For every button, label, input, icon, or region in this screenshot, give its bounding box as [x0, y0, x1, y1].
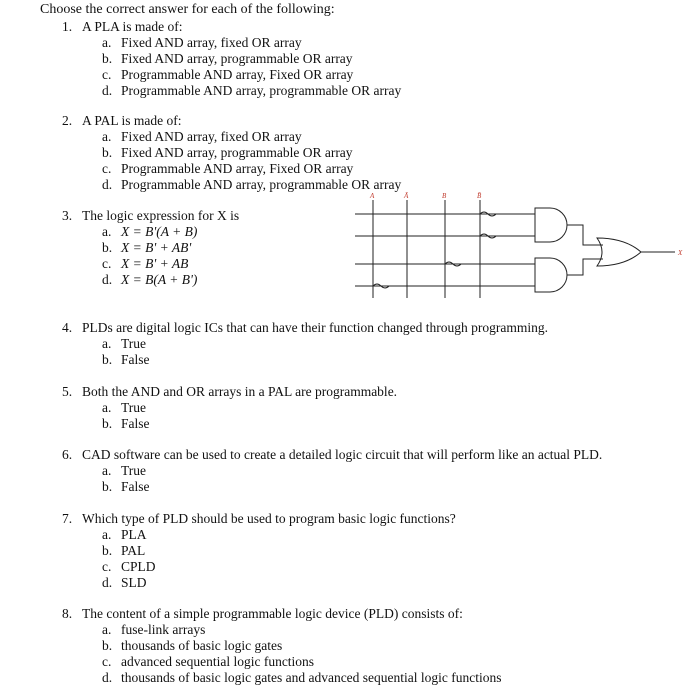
option-letter: c. — [102, 66, 112, 82]
option-text: X = B(A + B') — [121, 271, 198, 287]
option-letter: b. — [102, 637, 113, 653]
option-letter: c. — [102, 255, 112, 271]
label-b-bar: B̄ — [477, 192, 482, 200]
question-number: 7. — [62, 511, 73, 526]
question-text: A PAL is made of: — [82, 113, 182, 128]
question-4 — [62, 320, 548, 368]
question-7 — [62, 511, 456, 591]
instruction-text: Choose the correct answer for each of the following: — [40, 2, 335, 17]
option-letter: d. — [102, 176, 113, 192]
option-letter: b. — [102, 50, 113, 66]
question-5-stem — [62, 384, 397, 400]
options-list — [102, 336, 548, 368]
question-1 — [62, 19, 401, 99]
question-text: The content of a simple programmable logic device (PLD) consists of: — [82, 606, 463, 621]
option-b[interactable] — [102, 240, 239, 256]
wire-and2-or — [567, 259, 603, 275]
options-list — [102, 622, 502, 686]
question-number: 6. — [62, 447, 73, 462]
options-list — [102, 400, 397, 432]
option-b[interactable] — [102, 479, 602, 495]
option-c[interactable] — [102, 256, 239, 272]
option-text: X = B'(A + B) — [121, 224, 198, 239]
option-b[interactable] — [102, 638, 502, 654]
question-8-stem — [62, 606, 502, 622]
question-6-stem — [62, 447, 602, 463]
option-text: False — [121, 351, 150, 367]
option-text: CPLD — [121, 558, 156, 574]
option-text: Programmable AND array, programmable OR array — [121, 82, 402, 98]
question-text: Which type of PLD should be used to program basic logic functions? — [82, 511, 456, 526]
option-b[interactable] — [102, 416, 397, 432]
option-text: advanced sequential logic functions — [121, 653, 315, 669]
option-c[interactable] — [102, 559, 456, 575]
question-text: A PLA is made of: — [82, 19, 183, 34]
diagram-grid — [355, 200, 675, 298]
option-text: Programmable AND array, Fixed OR array — [121, 66, 354, 82]
option-letter: d. — [102, 82, 113, 98]
option-d[interactable] — [102, 272, 239, 288]
question-1-stem — [62, 19, 401, 35]
option-text: thousands of basic logic gates — [121, 637, 283, 653]
option-text: False — [121, 415, 150, 431]
option-letter: a. — [102, 35, 112, 50]
option-text: SLD — [121, 574, 147, 590]
option-c[interactable] — [102, 67, 401, 83]
options-list — [102, 463, 602, 495]
option-d[interactable] — [102, 575, 456, 591]
question-7-stem — [62, 511, 456, 527]
or-gate — [597, 238, 641, 266]
label-a: A — [370, 192, 375, 200]
and-gate-2 — [535, 258, 567, 292]
option-letter: a. — [102, 129, 112, 144]
option-text: X = B' + AB — [121, 255, 189, 271]
option-letter: a. — [102, 400, 112, 415]
option-letter: b. — [102, 542, 113, 558]
option-a[interactable] — [102, 336, 548, 352]
options-list — [102, 129, 401, 193]
label-a-bar: Ā — [404, 192, 409, 200]
question-text: The logic expression for X is — [82, 208, 240, 223]
option-letter: c. — [102, 558, 112, 574]
options-list — [102, 35, 401, 99]
option-text: PAL — [121, 542, 146, 558]
option-text: PLA — [121, 527, 147, 542]
question-text: CAD software can be used to create a detailed logic circuit that will perform like an actual PLD. — [82, 447, 603, 462]
option-letter: a. — [102, 336, 112, 351]
options-list — [102, 224, 239, 288]
question-6 — [62, 447, 602, 495]
question-number: 8. — [62, 606, 73, 621]
question-text: PLDs are digital logic ICs that can have their function changed through programming. — [82, 320, 549, 335]
option-d[interactable] — [102, 83, 401, 99]
option-a[interactable] — [102, 527, 456, 543]
option-text: Programmable AND array, programmable OR array — [121, 176, 402, 192]
option-letter: d. — [102, 271, 113, 287]
question-4-stem — [62, 320, 548, 336]
option-d[interactable] — [102, 670, 502, 686]
option-b[interactable] — [102, 145, 401, 161]
option-letter: b. — [102, 239, 113, 255]
option-text: Fixed AND array, programmable OR array — [121, 144, 353, 160]
option-a[interactable] — [102, 35, 401, 51]
option-letter: a. — [102, 463, 112, 478]
option-letter: b. — [102, 415, 113, 431]
question-2 — [62, 113, 401, 193]
option-b[interactable] — [102, 51, 401, 67]
option-letter: b. — [102, 144, 113, 160]
option-letter: d. — [102, 669, 113, 685]
option-text: Fixed AND array, fixed OR array — [121, 35, 302, 50]
option-c[interactable] — [102, 654, 502, 670]
option-text: X = B' + AB' — [121, 239, 192, 255]
option-b[interactable] — [102, 352, 548, 368]
option-a[interactable] — [102, 463, 602, 479]
option-text: fuse-link arrays — [121, 622, 206, 637]
option-text: True — [121, 336, 147, 351]
pal-logic-diagram — [345, 190, 695, 305]
option-a[interactable] — [102, 622, 502, 638]
label-x: X — [678, 249, 683, 257]
option-text: False — [121, 478, 150, 494]
question-3-stem — [62, 208, 239, 224]
option-text: Fixed AND array, fixed OR array — [121, 129, 302, 144]
option-c[interactable] — [102, 161, 401, 177]
question-2-stem — [62, 113, 401, 129]
question-number: 1. — [62, 19, 73, 34]
wire-and1-or — [567, 225, 603, 245]
option-text: Fixed AND array, programmable OR array — [121, 50, 353, 66]
question-number: 5. — [62, 384, 73, 399]
options-list — [102, 527, 456, 591]
and-gate-1 — [535, 208, 567, 242]
option-text: thousands of basic logic gates and advanced sequential logic functions — [121, 669, 502, 685]
option-letter: d. — [102, 574, 113, 590]
option-a[interactable] — [102, 224, 239, 240]
option-b[interactable] — [102, 543, 456, 559]
option-text: True — [121, 400, 147, 415]
option-letter: c. — [102, 653, 112, 669]
question-number: 3. — [62, 208, 73, 223]
option-text: True — [121, 463, 147, 478]
option-text: Programmable AND array, Fixed OR array — [121, 160, 354, 176]
option-letter: a. — [102, 224, 112, 239]
option-a[interactable] — [102, 400, 397, 416]
option-letter: b. — [102, 478, 113, 494]
option-letter: a. — [102, 622, 112, 637]
label-b: B — [442, 192, 447, 200]
option-letter: a. — [102, 527, 112, 542]
option-letter: c. — [102, 160, 112, 176]
question-3 — [62, 208, 239, 288]
question-text: Both the AND and OR arrays in a PAL are programmable. — [82, 384, 398, 399]
question-number: 2. — [62, 113, 73, 128]
question-5 — [62, 384, 397, 432]
question-number: 4. — [62, 320, 73, 335]
option-a[interactable] — [102, 129, 401, 145]
diagram-labels — [369, 192, 683, 257]
question-8 — [62, 606, 502, 686]
option-letter: b. — [102, 351, 113, 367]
